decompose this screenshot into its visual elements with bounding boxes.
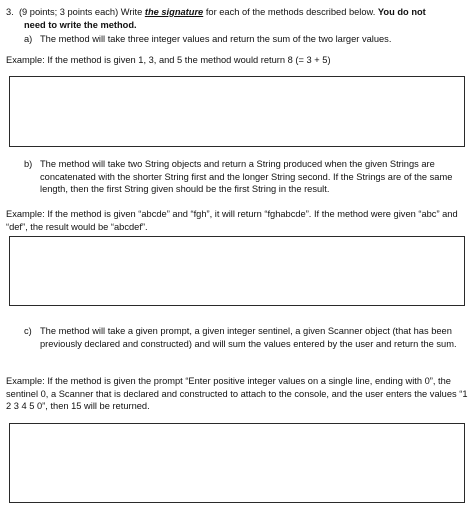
part-b-text: The method will take two String objects and return a String produced when the given Strings are concatenated with the shorter String first and the longer String second. If the Strings are of the same length, then the first String given should be the first String in the result.: [40, 159, 453, 195]
part-a-text: The method will take three integer values and return the sum of the two larger values.: [40, 34, 392, 44]
part-b-example: Example: If the method is given “abcde” and “fgh”, it will return “fghabcde”. If the method were given “abc” and “def”, the result would be “abcdef”.: [6, 209, 458, 232]
part-c-answer-box[interactable]: [9, 423, 465, 503]
part-b: [24, 158, 464, 196]
question-number: 3.: [6, 7, 14, 17]
part-a-label: a): [24, 34, 33, 44]
part-a: [24, 33, 464, 46]
part-c-text: The method will take a given prompt, a given integer sentinel, a given Scanner object (that has been previously declared and constructed) and will sum the values entered by the user and return the sum.: [40, 326, 457, 349]
question-intro-suffix: for each of the methods described below.: [203, 7, 378, 17]
part-a-answer-box[interactable]: [9, 76, 465, 147]
question-bold-note-1: You do not: [377, 7, 426, 17]
question-header: [6, 6, 468, 19]
signature-emphasis: the signature: [144, 7, 204, 17]
question-intro-prefix: (9 points; 3 points each) Write: [18, 7, 145, 17]
part-b-answer-box[interactable]: [9, 236, 465, 306]
part-a-example: Example: If the method is given 1, 3, and 5 the method would return 8 (= 3 + 5): [6, 55, 331, 65]
part-c-example: Example: If the method is given the prompt “Enter positive integer values on a single line, ending with 0”, the sentinel 0, a Scanner that is declared and constructed to attach to the console, and the user enters the values “1 2 3 4 5 0”, then 15 will be returned.: [6, 376, 468, 412]
question-bold-note-2: need to write the method.: [24, 20, 137, 30]
part-c-label: c): [24, 326, 32, 336]
part-c: [24, 325, 464, 350]
part-b-label: b): [24, 159, 33, 169]
